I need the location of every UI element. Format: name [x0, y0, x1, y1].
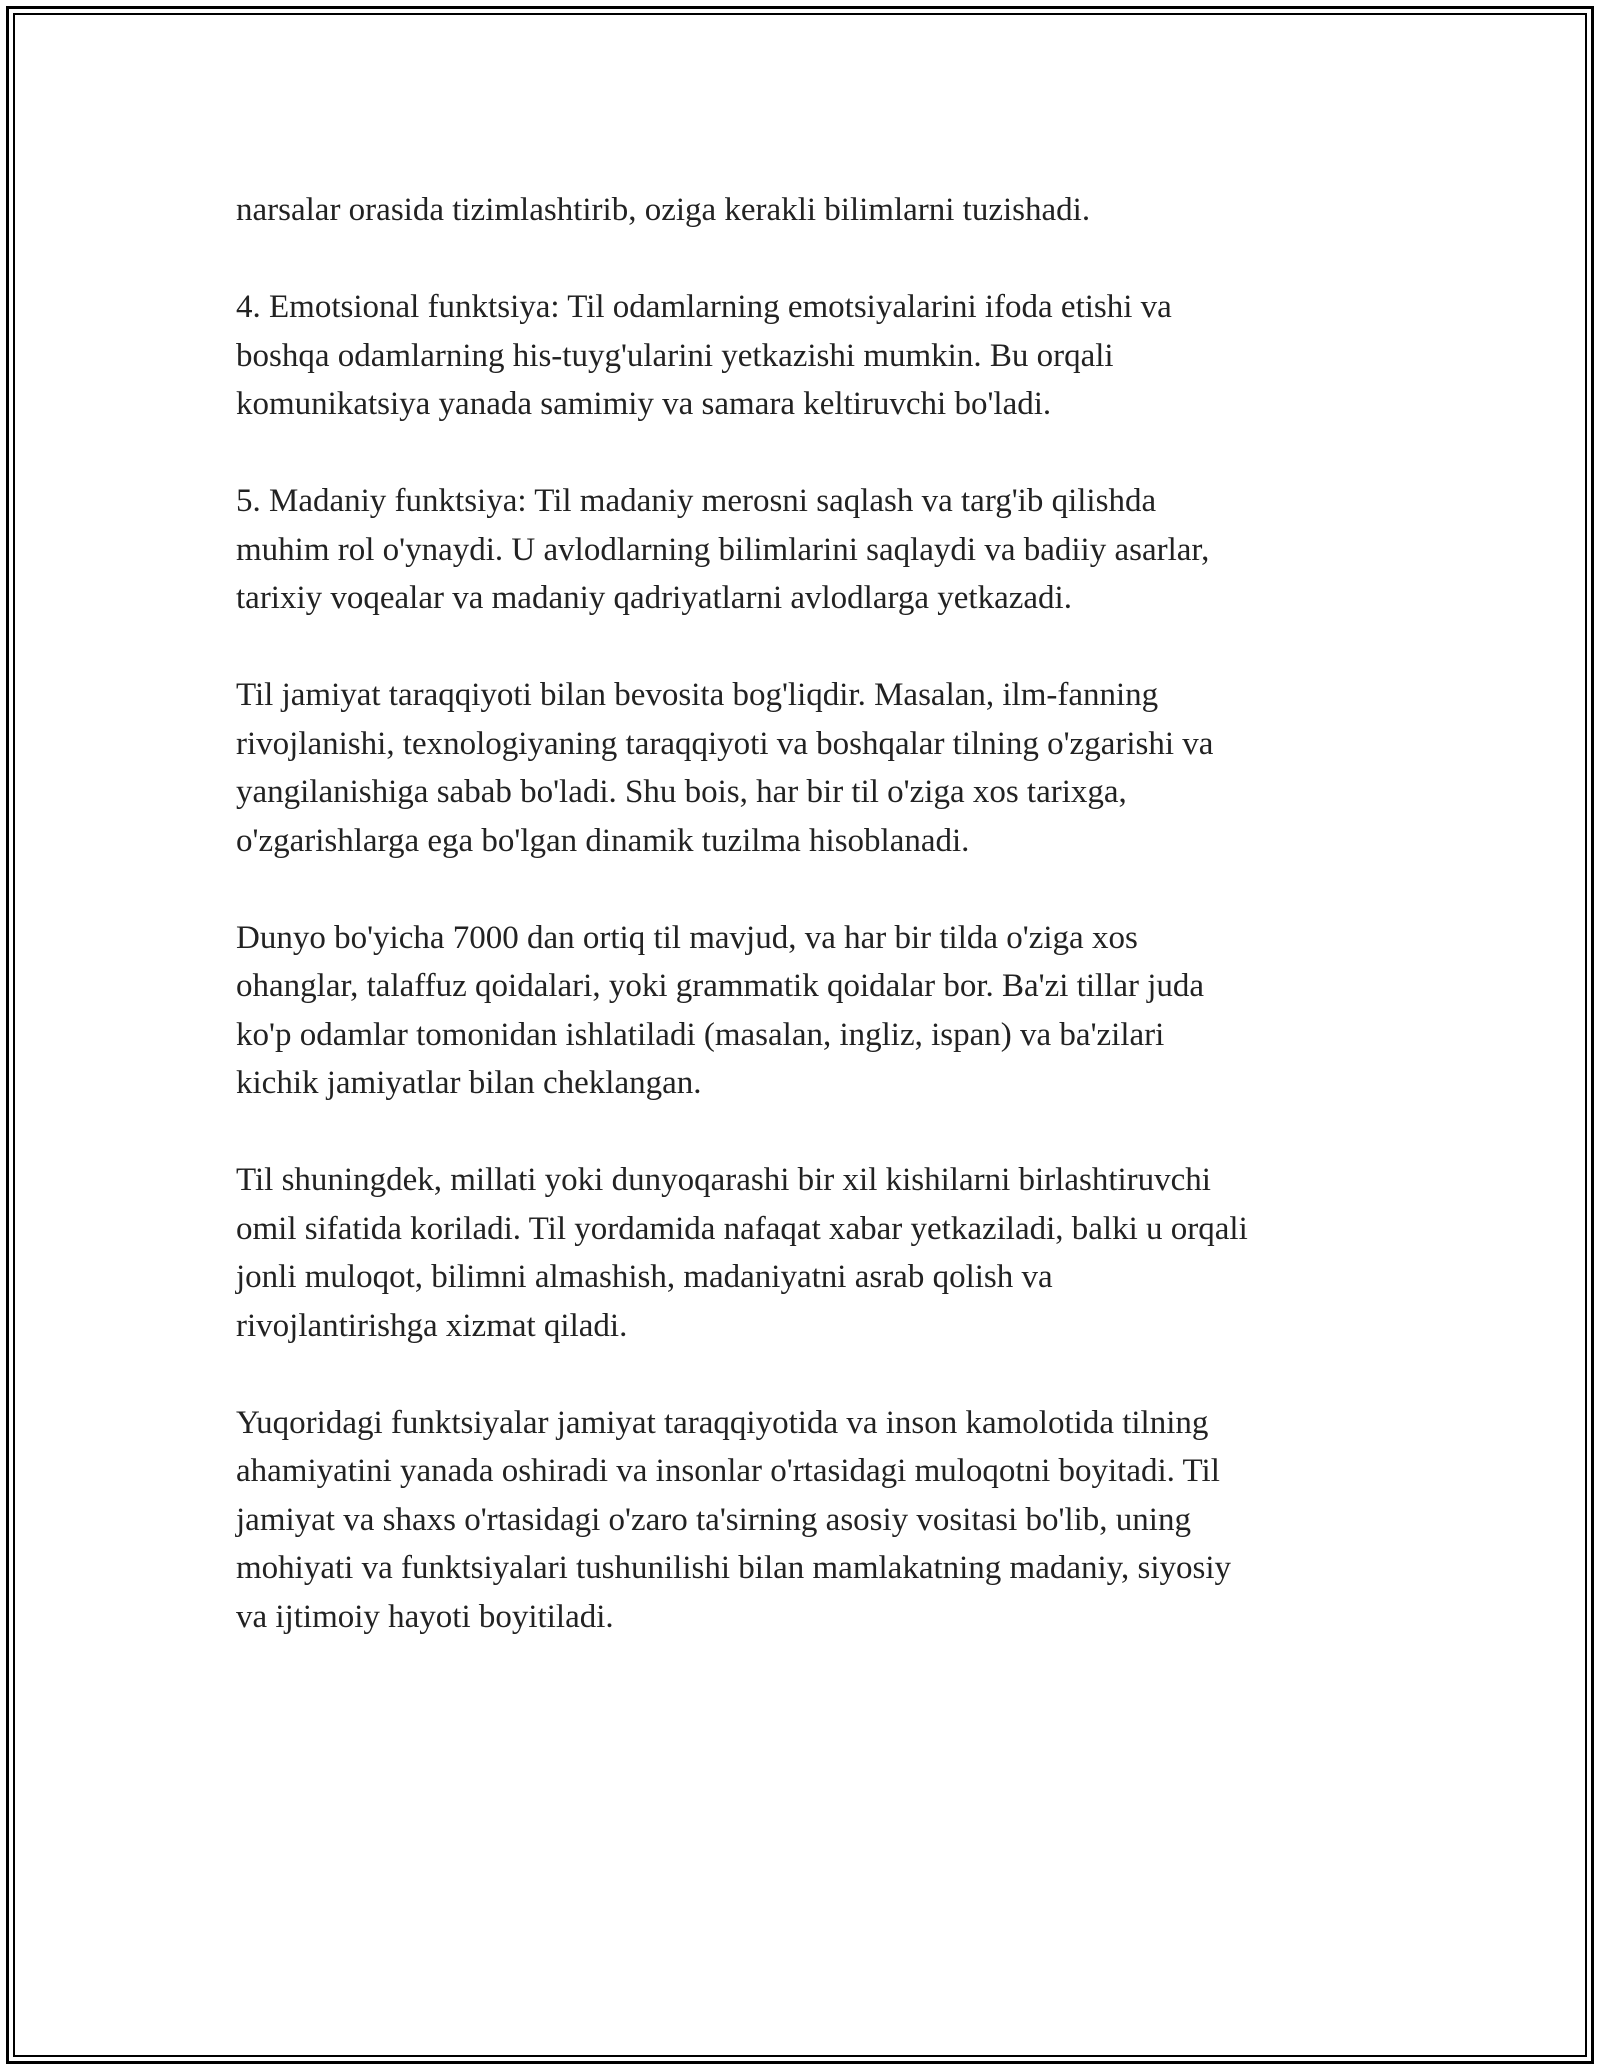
text-line: jamiyat va shaxs o'rtasidagi o'zaro ta'sirning asosiy vositasi bo'lib, uning [236, 1501, 1191, 1538]
paragraph-cultural-function [236, 477, 1376, 623]
text-line: Til jamiyat taraqqiyoti bilan bevosita bog'liqdir. Masalan, ilm-fanning [236, 677, 1159, 713]
paragraph-conclusion [236, 1399, 1376, 1642]
text-line: boshqa odamlarning his-tuyg'ularini yetkazishi mumkin. Bu orqali [236, 337, 1114, 374]
paragraph-emotional-function [236, 283, 1376, 429]
text-line: komunikatsiya yanada samimiy va samara keltiruvchi bo'ladi. [236, 386, 1052, 422]
paragraph-continuation [236, 186, 1376, 235]
text-line: mohiyati va funktsiyalari tushunilishi bilan mamlakatning madaniy, siyosiy [236, 1550, 1232, 1586]
paragraph-world-languages [236, 914, 1376, 1108]
paragraph-society-development [236, 671, 1376, 865]
text-line: 5. Madaniy funktsiya: Til madaniy merosni saqlash va targ'ib qilishda [236, 483, 1157, 519]
text-line: rivojlanishi, texnologiyaning taraqqiyoti va boshqalar tilning o'zgarishi va [236, 725, 1214, 762]
text-line: rivojlantirishga xizmat qiladi. [236, 1307, 628, 1344]
text-line: ohanglar, talaffuz qoidalari, yoki grammatik qoidalar bor. Ba'zi tillar juda [236, 968, 1205, 1004]
text-line: tarixiy voqealar va madaniy qadriyatlarni avlodlarga yetkazadi. [236, 580, 1072, 616]
text-line: o'zgarishlarga ega bo'lgan dinamik tuzilma hisoblanadi. [236, 822, 970, 859]
text-line: jonli muloqot, bilimni almashish, madaniyatni asrab qolish va [236, 1259, 1053, 1295]
text-line: ko'p odamlar tomonidan ishlatiladi (masalan, ingliz, ispan) va ba'zilari [236, 1016, 1165, 1053]
text-line: narsalar orasida tizimlashtirib, oziga kerakli bilimlarni tuzishadi. [236, 192, 1091, 228]
paragraph-unifying-factor [236, 1156, 1376, 1350]
text-line: kichik jamiyatlar bilan cheklangan. [236, 1065, 702, 1101]
text-line: va ijtimoiy hayoti boyitiladi. [236, 1598, 614, 1635]
text-line: muhim rol o'ynaydi. U avlodlarning bilimlarini saqlaydi va badiiy asarlar, [236, 531, 1210, 568]
text-line: Dunyo bo'yicha 7000 dan ortiq til mavjud, va har bir tilda o'ziga xos [236, 919, 1138, 956]
text-line: ahamiyatini yanada oshiradi va insonlar o'rtasidagi muloqotni boyitadi. Til [236, 1453, 1220, 1489]
text-line: Til shuningdek, millati yoki dunyoqarashi bir xil kishilarni birlashtiruvchi [236, 1162, 1211, 1198]
text-line: Yuqoridagi funktsiyalar jamiyat taraqqiyotida va inson kamolotida tilning [236, 1404, 1209, 1441]
text-line: yangilanishiga sabab bo'ladi. Shu bois, har bir til o'ziga xos tarixga, [236, 774, 1127, 810]
text-line: omil sifatida koriladi. Til yordamida nafaqat xabar yetkaziladi, balki u orqali [236, 1210, 1248, 1247]
text-line: 4. Emotsional funktsiya: Til odamlarning emotsiyalarini ifoda etishi va [236, 289, 1172, 325]
document-body [236, 186, 1376, 1690]
